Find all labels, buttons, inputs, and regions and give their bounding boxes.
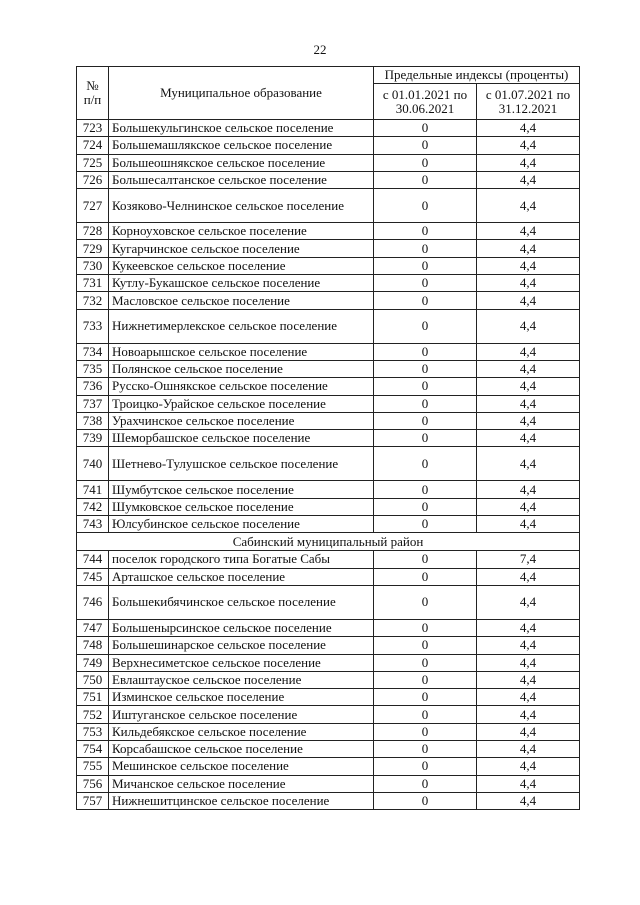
row-number: 734 <box>77 343 109 360</box>
row-value-period-1: 0 <box>374 343 477 360</box>
row-name: Юлсубинское сельское поселение <box>109 516 374 533</box>
row-name: Большешинарское сельское поселение <box>109 637 374 654</box>
row-value-period-2: 4,4 <box>477 585 580 619</box>
row-number: 751 <box>77 689 109 706</box>
row-name: Масловское сельское поселение <box>109 292 374 309</box>
table-row <box>77 275 580 292</box>
row-number: 752 <box>77 706 109 723</box>
row-value-period-1: 0 <box>374 430 477 447</box>
row-name: Русско-Ошнякское сельское поселение <box>109 378 374 395</box>
row-number: 749 <box>77 654 109 671</box>
index-table <box>76 66 580 810</box>
row-number: 757 <box>77 792 109 809</box>
row-value-period-2: 4,4 <box>477 430 580 447</box>
row-number: 753 <box>77 723 109 740</box>
row-value-period-2: 4,4 <box>477 275 580 292</box>
row-number: 740 <box>77 447 109 481</box>
row-number: 723 <box>77 120 109 137</box>
row-name: Большесалтанское сельское поселение <box>109 171 374 188</box>
table-row <box>77 619 580 636</box>
row-value-period-1: 0 <box>374 775 477 792</box>
table-row <box>77 171 580 188</box>
district-title: Сабинский муниципальный район <box>77 533 580 551</box>
table-row <box>77 378 580 395</box>
row-value-period-2: 4,4 <box>477 792 580 809</box>
row-value-period-1: 0 <box>374 223 477 240</box>
row-name: Верхнесиметское сельское поселение <box>109 654 374 671</box>
table-row <box>77 689 580 706</box>
row-name: Большеошнякское сельское поселение <box>109 154 374 171</box>
table-row <box>77 430 580 447</box>
row-value-period-2: 4,4 <box>477 240 580 257</box>
table-row <box>77 412 580 429</box>
row-number: 731 <box>77 275 109 292</box>
row-number: 756 <box>77 775 109 792</box>
table-row <box>77 516 580 533</box>
header-group: Предельные индексы (проценты) <box>374 67 580 84</box>
row-name: Урахчинское сельское поселение <box>109 412 374 429</box>
row-value-period-2: 4,4 <box>477 741 580 758</box>
table-row <box>77 309 580 343</box>
row-name: Полянское сельское поселение <box>109 360 374 377</box>
row-value-period-1: 0 <box>374 171 477 188</box>
row-number: 725 <box>77 154 109 171</box>
row-value-period-2: 4,4 <box>477 671 580 688</box>
row-value-period-1: 0 <box>374 292 477 309</box>
row-name: Шеморбашское сельское поселение <box>109 430 374 447</box>
row-name: Иштуганское сельское поселение <box>109 706 374 723</box>
row-value-period-2: 4,4 <box>477 137 580 154</box>
row-number: 735 <box>77 360 109 377</box>
row-value-period-1: 0 <box>374 395 477 412</box>
table-row <box>77 741 580 758</box>
table-row <box>77 223 580 240</box>
row-name: Нижнетимерлекское сельское поселение <box>109 309 374 343</box>
row-value-period-1: 0 <box>374 619 477 636</box>
row-name: Мешинское сельское поселение <box>109 758 374 775</box>
row-value-period-2: 4,4 <box>477 154 580 171</box>
row-number: 737 <box>77 395 109 412</box>
row-number: 742 <box>77 498 109 515</box>
row-value-period-2: 4,4 <box>477 257 580 274</box>
row-value-period-1: 0 <box>374 154 477 171</box>
table-row <box>77 585 580 619</box>
table-row <box>77 120 580 137</box>
row-name: Изминское сельское поселение <box>109 689 374 706</box>
row-value-period-2: 4,4 <box>477 758 580 775</box>
row-value-period-2: 4,4 <box>477 120 580 137</box>
district-group <box>77 533 580 551</box>
row-value-period-2: 4,4 <box>477 378 580 395</box>
row-number: 746 <box>77 585 109 619</box>
table-row <box>77 154 580 171</box>
row-value-period-1: 0 <box>374 378 477 395</box>
row-value-period-1: 0 <box>374 723 477 740</box>
row-value-period-1: 0 <box>374 257 477 274</box>
table-row <box>77 360 580 377</box>
table-row <box>77 654 580 671</box>
page-number: 22 <box>313 42 327 57</box>
row-value-period-2: 4,4 <box>477 568 580 585</box>
header-period-2: с 01.07.2021 по 31.12.2021 <box>477 84 580 120</box>
row-value-period-2: 4,4 <box>477 447 580 481</box>
row-number: 732 <box>77 292 109 309</box>
row-value-period-1: 0 <box>374 654 477 671</box>
row-number: 729 <box>77 240 109 257</box>
row-name: Козяково-Челнинское сельское поселение <box>109 189 374 223</box>
row-number: 750 <box>77 671 109 688</box>
row-number: 738 <box>77 412 109 429</box>
row-value-period-1: 0 <box>374 447 477 481</box>
table-row <box>77 792 580 809</box>
row-number: 743 <box>77 516 109 533</box>
row-number: 755 <box>77 758 109 775</box>
table-row <box>77 758 580 775</box>
row-value-period-2: 4,4 <box>477 775 580 792</box>
row-value-period-2: 4,4 <box>477 619 580 636</box>
row-name: Большекульгинское сельское поселение <box>109 120 374 137</box>
row-name: поселок городского типа Богатые Сабы <box>109 551 374 568</box>
table-row <box>77 292 580 309</box>
row-value-period-1: 0 <box>374 120 477 137</box>
row-name: Корноуховское сельское поселение <box>109 223 374 240</box>
row-value-period-1: 0 <box>374 585 477 619</box>
row-name: Мичанское сельское поселение <box>109 775 374 792</box>
table-row <box>77 637 580 654</box>
row-number: 741 <box>77 481 109 498</box>
row-name: Кутлу-Букашское сельское поселение <box>109 275 374 292</box>
row-name: Корсабашское сельское поселение <box>109 741 374 758</box>
table-row <box>77 775 580 792</box>
row-value-period-2: 4,4 <box>477 171 580 188</box>
table-row <box>77 447 580 481</box>
row-number: 727 <box>77 189 109 223</box>
row-number: 728 <box>77 223 109 240</box>
row-number: 747 <box>77 619 109 636</box>
row-value-period-1: 0 <box>374 551 477 568</box>
row-value-period-1: 0 <box>374 412 477 429</box>
row-value-period-1: 0 <box>374 792 477 809</box>
row-value-period-2: 4,4 <box>477 654 580 671</box>
table-row <box>77 189 580 223</box>
row-name: Шумбутское сельское поселение <box>109 481 374 498</box>
row-value-period-1: 0 <box>374 360 477 377</box>
table-row <box>77 137 580 154</box>
row-value-period-2: 4,4 <box>477 412 580 429</box>
table-row <box>77 671 580 688</box>
row-value-period-2: 4,4 <box>477 309 580 343</box>
header-num: № п/п <box>77 67 109 120</box>
row-number: 754 <box>77 741 109 758</box>
row-value-period-2: 4,4 <box>477 706 580 723</box>
table-row <box>77 257 580 274</box>
row-value-period-1: 0 <box>374 137 477 154</box>
table-row <box>77 568 580 585</box>
row-name: Кильдебякское сельское поселение <box>109 723 374 740</box>
table-row <box>77 343 580 360</box>
row-value-period-1: 0 <box>374 758 477 775</box>
district-row <box>77 533 580 551</box>
row-value-period-2: 4,4 <box>477 723 580 740</box>
table-row <box>77 723 580 740</box>
table-row <box>77 498 580 515</box>
row-number: 745 <box>77 568 109 585</box>
row-value-period-2: 4,4 <box>477 637 580 654</box>
row-name: Кугарчинское сельское поселение <box>109 240 374 257</box>
row-value-period-1: 0 <box>374 481 477 498</box>
row-value-period-2: 7,4 <box>477 551 580 568</box>
row-value-period-2: 4,4 <box>477 360 580 377</box>
table-row <box>77 481 580 498</box>
row-value-period-2: 4,4 <box>477 516 580 533</box>
row-value-period-1: 0 <box>374 671 477 688</box>
row-number: 730 <box>77 257 109 274</box>
row-name: Шумковское сельское поселение <box>109 498 374 515</box>
row-value-period-1: 0 <box>374 568 477 585</box>
row-name: Большекибячинское сельское поселение <box>109 585 374 619</box>
header-period-1: с 01.01.2021 по 30.06.2021 <box>374 84 477 120</box>
row-value-period-2: 4,4 <box>477 223 580 240</box>
row-value-period-2: 4,4 <box>477 395 580 412</box>
row-value-period-2: 4,4 <box>477 292 580 309</box>
row-value-period-1: 0 <box>374 706 477 723</box>
header-name: Муниципальное образование <box>109 67 374 120</box>
row-name: Большенырсинское сельское поселение <box>109 619 374 636</box>
row-number: 739 <box>77 430 109 447</box>
row-value-period-2: 4,4 <box>477 343 580 360</box>
row-number: 736 <box>77 378 109 395</box>
row-value-period-1: 0 <box>374 498 477 515</box>
row-value-period-1: 0 <box>374 689 477 706</box>
row-name: Новоарышское сельское поселение <box>109 343 374 360</box>
row-value-period-1: 0 <box>374 516 477 533</box>
row-value-period-1: 0 <box>374 275 477 292</box>
row-number: 726 <box>77 171 109 188</box>
row-name: Троицко-Урайское сельское поселение <box>109 395 374 412</box>
table-row <box>77 706 580 723</box>
row-value-period-1: 0 <box>374 741 477 758</box>
row-value-period-2: 4,4 <box>477 689 580 706</box>
rows-group-a <box>77 120 580 533</box>
row-number: 744 <box>77 551 109 568</box>
row-value-period-2: 4,4 <box>477 498 580 515</box>
row-name: Арташское сельское поселение <box>109 568 374 585</box>
row-name: Нижнешитцинское сельское поселение <box>109 792 374 809</box>
row-number: 748 <box>77 637 109 654</box>
row-value-period-1: 0 <box>374 189 477 223</box>
row-number: 724 <box>77 137 109 154</box>
row-name: Евлаштауское сельское поселение <box>109 671 374 688</box>
row-value-period-1: 0 <box>374 240 477 257</box>
header-row-1 <box>77 67 580 84</box>
row-name: Большемашлякское сельское поселение <box>109 137 374 154</box>
row-value-period-2: 4,4 <box>477 481 580 498</box>
table-row <box>77 551 580 568</box>
table-row <box>77 395 580 412</box>
row-value-period-1: 0 <box>374 309 477 343</box>
row-name: Шетнево-Тулушское сельское поселение <box>109 447 374 481</box>
row-number: 733 <box>77 309 109 343</box>
row-name: Кукеевское сельское поселение <box>109 257 374 274</box>
rows-group-b <box>77 551 580 810</box>
table-row <box>77 240 580 257</box>
row-value-period-1: 0 <box>374 637 477 654</box>
row-value-period-2: 4,4 <box>477 189 580 223</box>
